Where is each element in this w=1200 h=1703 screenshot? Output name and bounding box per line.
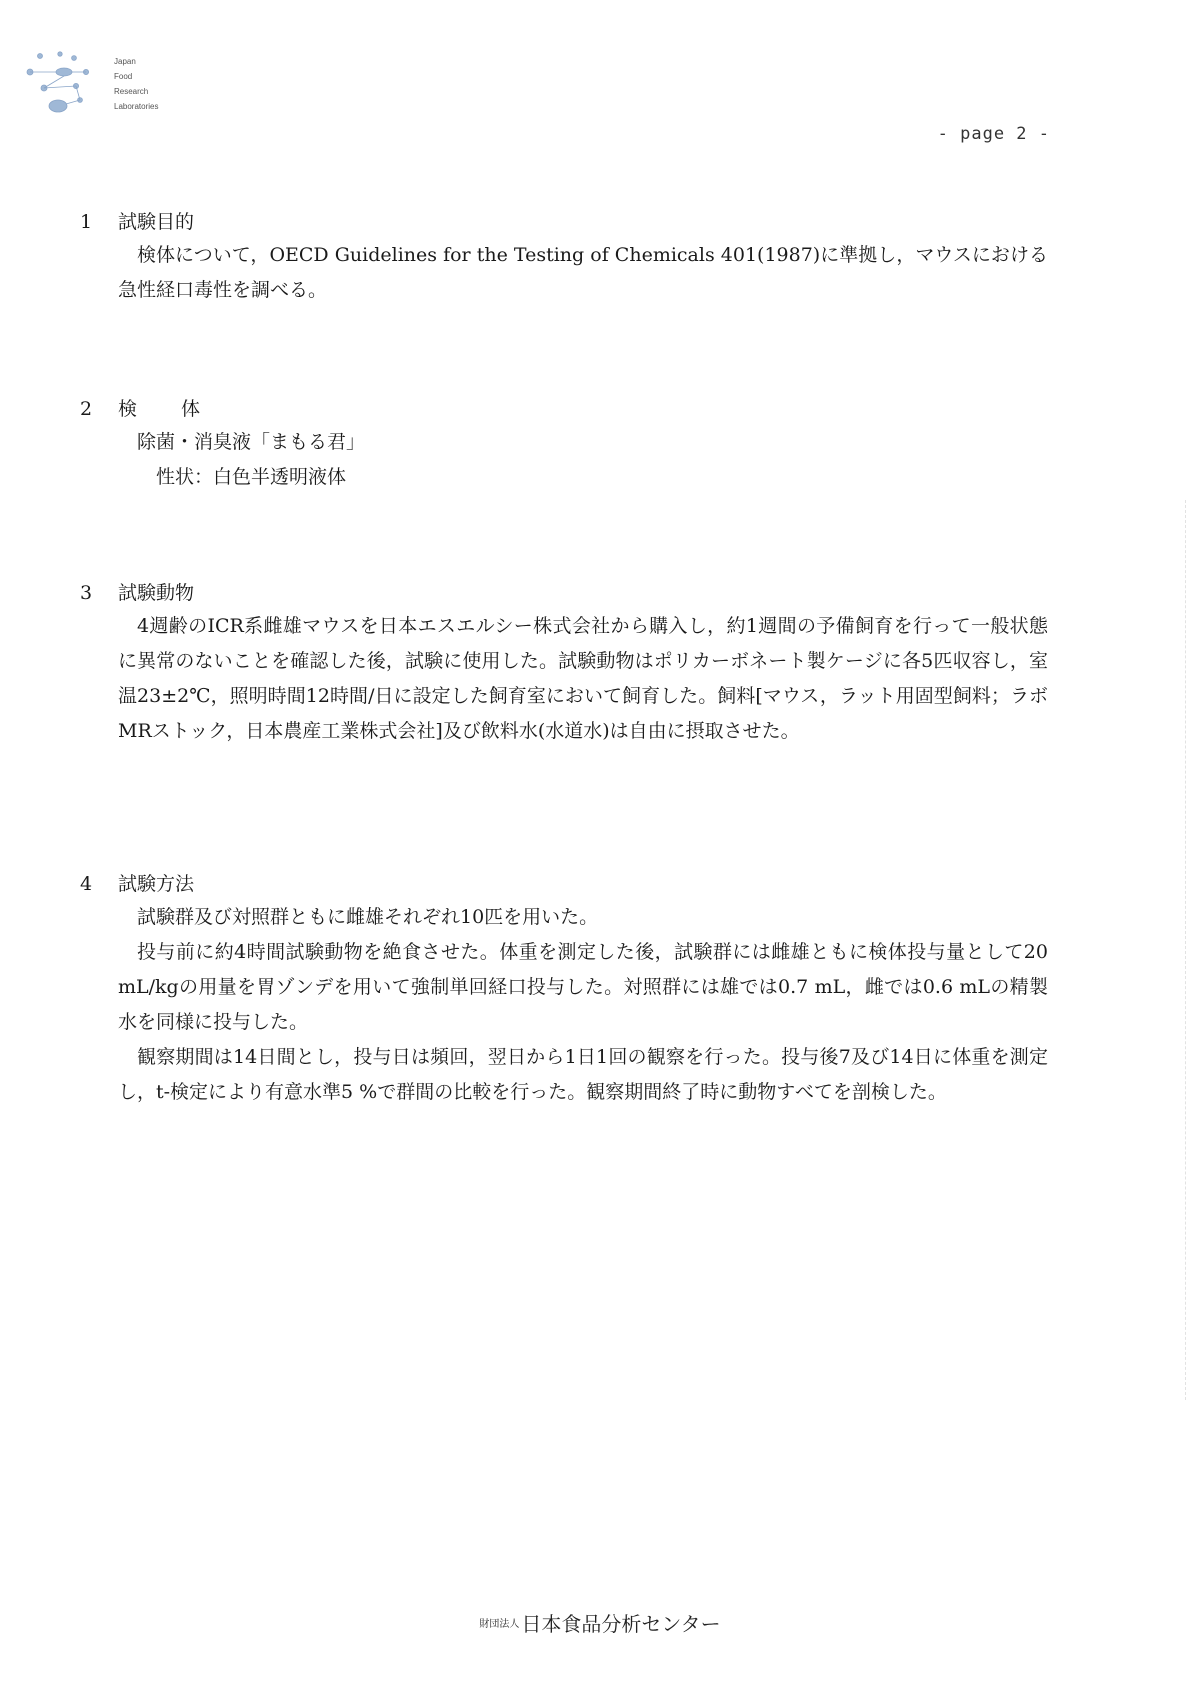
- footer-prefix: 財団法人: [479, 1619, 520, 1630]
- logo-text: [114, 54, 158, 114]
- scan-edge-marks: [1184, 500, 1186, 1400]
- section-heading: [80, 206, 1060, 238]
- section-heading: [80, 868, 1060, 900]
- section-body: [118, 425, 1048, 495]
- section-heading: [80, 577, 1060, 609]
- section-body: [118, 238, 1048, 308]
- sample-name: 除菌・消臭液「まもる君」: [137, 431, 366, 453]
- footer: [0, 1608, 1200, 1637]
- section-method: [80, 868, 1060, 1110]
- section-purpose: [80, 206, 1060, 308]
- logo-line: Food: [114, 72, 133, 81]
- logo-line: Japan: [114, 57, 136, 66]
- section-number: 3: [80, 582, 93, 604]
- section-number: 2: [80, 398, 93, 420]
- section-number: 1: [80, 211, 93, 233]
- sample-property: 性状：白色半透明液体: [156, 466, 347, 488]
- section-animals: [80, 577, 1060, 749]
- page-number: - page 2 -: [937, 124, 1050, 144]
- paragraph: 4週齢のICR系雌雄マウスを日本エスエルシー株式会社から購入し，約1週間の予備飼育を行って一般状態に異常のないことを確認した後，試験に使用した。試験動物はポリカーボネート製ケージに各5匹収容し，室温23±2℃，照明時間12時間/日に設定した飼育室において飼育した。飼料[マウス，ラット用固型飼料；ラボMRストック，日本農産工業株式会社]及び飲料水(水道水)は自由に摂取させた。: [118, 615, 1048, 742]
- logo-line: Laboratories: [114, 102, 159, 111]
- section-number: 4: [80, 873, 93, 895]
- paragraph: 検体について，OECD Guidelines for the Testing of Chemicals 401(1987)に準拠し，マウスにおける急性経口毒性を調べる。: [118, 244, 1048, 301]
- paragraph: 投与前に約4時間試験動物を絶食させた。体重を測定した後，試験群には雌雄ともに検体投与量として20 mL/kgの用量を胃ゾンデを用いて強制単回経口投与した。対照群には雄では0.7 mL，雌では0.6 mLの精製水を同様に投与した。: [118, 941, 1048, 1033]
- section-title: 試験目的: [118, 211, 195, 233]
- footer-organization: 日本食品分析センター: [521, 1612, 721, 1636]
- logo: [22, 44, 192, 124]
- logo-line: Research: [114, 87, 149, 96]
- paragraph: 観察期間は14日間とし，投与日は頻回，翌日から1日1回の観察を行った。投与後7及び14日に体重を測定し，t-検定により有意水準5 %で群間の比較を行った。観察期間終了時に動物すべてを剖検した。: [118, 1046, 1048, 1103]
- section-title: 試験方法: [118, 873, 195, 895]
- section-body: [118, 609, 1048, 749]
- section-title: 検体: [118, 398, 245, 420]
- molecule-network-icon: [22, 50, 112, 120]
- section-body: [118, 900, 1048, 1110]
- section-heading: [80, 393, 1060, 425]
- paragraph: 試験群及び対照群ともに雌雄それぞれ10匹を用いた。: [137, 906, 599, 928]
- section-title: 試験動物: [118, 582, 195, 604]
- section-sample: [80, 393, 1060, 495]
